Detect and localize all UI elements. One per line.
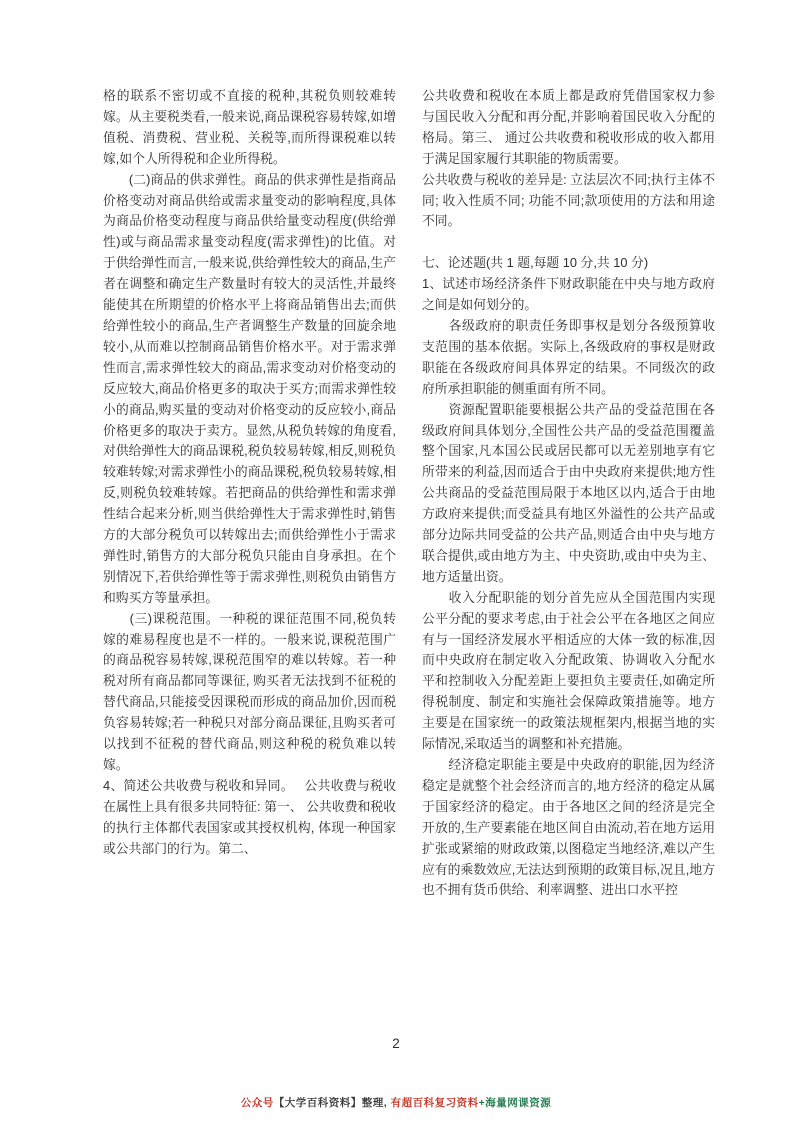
paragraph: 收入分配职能的划分首先应从全国范围内实现公平分配的要求考虑,由于社会公平在各地区之间应有与一国经济发展水平相适应的大体一致的标准,因而中央政府在制定收入分配政策、协调收入分配水平和控制收入分配差距上要担负主要责任,如确定所得税制度、制定和实施社会保障政策措施等。地方主要是在国家统一的政策法规框架内,根据当地的实际情况,采取适当的调整和补充措施。 (422, 589, 715, 752)
footer-note (0, 1095, 792, 1110)
footer-segment: 【大学百科资料】整理, (273, 1097, 388, 1109)
text-columns (103, 86, 715, 901)
paragraph: 4、简述公共收费与税收和异同。 公共收费与税收在属性上具有很多共同特征: 第一、 公共收费和税收的执行主体都代表国家或其授权机构, 体现一种国家或公共部门的行为。第二、 (103, 777, 396, 856)
footer-segment: 有超百科复习资料 (387, 1097, 479, 1109)
paragraph: 1、试述市场经济条件下财政职能在中央与地方政府之间是如何划分的。 (422, 276, 715, 313)
paragraph: (二)商品的供求弹性。商品的供求弹性是指商品价格变动对商品供给或需求量变动的影响程度,具体为商品价格变动程度与商品供给量变动程度(供给弹性)或与商品需求量变动程度(需求弹性)的比值。对于供给弹性而言,一般来说,供给弹性较大的商品,生产者在调整和确定生产数量时有较大的灵活性,并最终能使其在所期望的价格水平上将商品销售出去;而供给弹性较小的商品,生产者调整生产数量的回旋余地较小,从而难以控制商品销售价格水平。对于需求弹性而言,需求弹性较大的商品,需求变动对价格变动的反应较大,商品价格更多的取决于买方;而需求弹性较小的商品,购买量的变动对价格变动的反应较小,商品价格更多的取决于卖方。显然,从税负转嫁的角度看,对供给弹性大的商品课税,税负较易转嫁,相反,则税负较难转嫁;对需求弹性小的商品课税,税负较易转嫁,相反,则税负较难转嫁。若把商品的供给弹性和需求弹性结合起来分析,则当供给弹性大于需求弹性时,销售方的大部分税负可以转嫁出去;而供给弹性小于需求弹性时,销售方的大部分税负只能由自身承担。在个别情况下,若供给弹性等于需求弹性,则税负由销售方和购买方等量承担。 (103, 171, 396, 605)
footer-segment: +海量网课资源 (478, 1097, 552, 1109)
paragraph: 各级政府的职责任务即事权是划分各级预算收支范围的基本依据。实际上,各级政府的事权是财政职能在各级政府间具体界定的结果。不同级次的政府所承担职能的侧重面有所不同。 (422, 317, 715, 396)
footer-segment: 公众号 (240, 1097, 274, 1109)
paragraph: (三)课税范围。一种税的课征范围不同,税负转嫁的难易程度也是不一样的。一般来说,课税范围广的商品税容易转嫁,课税范围窄的难以转嫁。若一种税对所有商品都同等课征, 购买者无法找到不征税的替代商品,只能接受因课税而形成的商品加价,因而税负容易转嫁;若一种税只对部分商品课征,且购买者可以找到不征税的替代商品,则这种税的税负难以转嫁。 (103, 610, 396, 772)
right-column (422, 86, 715, 901)
paragraph: 公共收费与税收的差异是: 立法层次不同;执行主体不同; 收入性质不同; 功能不同;款项使用的方法和用途不同。 (422, 171, 715, 229)
paragraph: 资源配置职能要根据公共产品的受益范围在各级政府间具体划分,全国性公共产品的受益范围覆盖整个国家,凡本国公民或居民都可以无差别地享有它所带来的利益,因而适合于由中央政府来提供;地方性公共商品的受益范围局限于本地区以内,适合于由地方政府来提供;而受益具有地区外溢性的公共产品或部分边际共同受益的公共产品,则适合由中央与地方联合提供,或由地方为主、中央资助,或由中央为主、地方适量出资。 (422, 401, 715, 584)
paragraph: 七、论述题(共 1 题,每题 10 分,共 10 分) (422, 255, 649, 271)
paragraph: 公共收费和税收在本质上都是政府凭借国家权力参与国民收入分配和再分配,并影响着国民收入分配的格局。第三、 通过公共收费和税收形成的收入都用于满足国家履行其职能的物质需要。 (422, 88, 715, 166)
left-column (103, 86, 396, 901)
paragraph: 格的联系不密切或不直接的税种,其税负则较难转嫁。从主要税类看,一般来说,商品课税容易转嫁,如增值税、消费税、营业税、关税等,而所得课税难以转嫁,如个人所得税和企业所得税。 (103, 88, 396, 166)
paragraph (422, 232, 715, 253)
page-number: 2 (392, 1036, 400, 1051)
paragraph: 经济稳定职能主要是中央政府的职能,因为经济稳定是就整个社会经济而言的,地方经济的稳定从属于国家经济的稳定。由于各地区之间的经济是完全开放的,生产要素能在地区间自由流动,若在地方运用扩张或紧缩的财政政策,以图稳定当地经济,难以产生应有的乘数效应,无法达到预期的政策目标,况且,地方也不拥有货币供给、利率调整、进出口水平控 (422, 757, 715, 898)
